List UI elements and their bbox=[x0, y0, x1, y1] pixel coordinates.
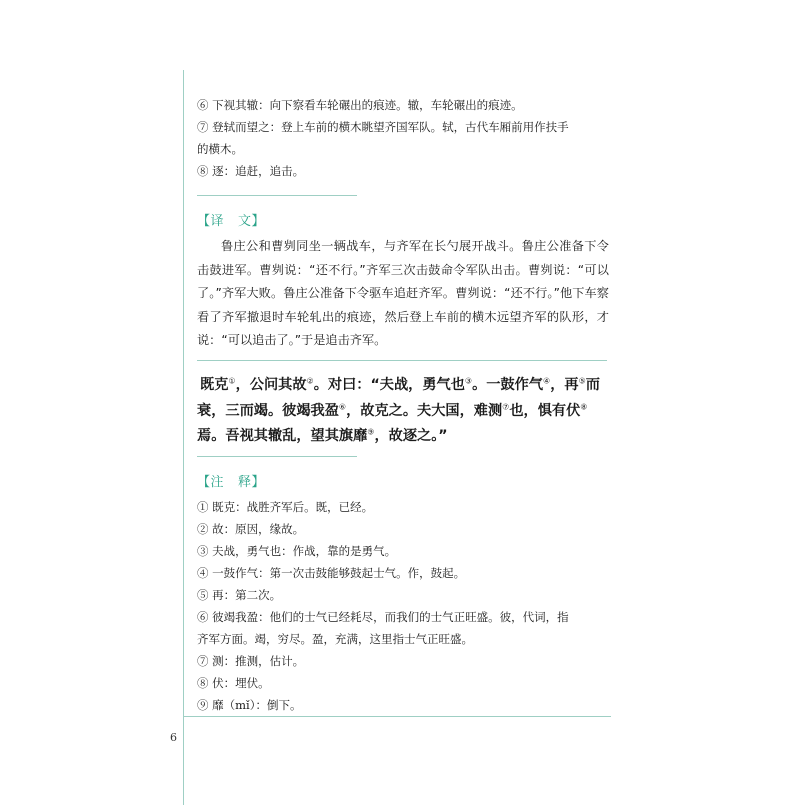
note-continuation: 的横木。 bbox=[197, 142, 243, 156]
heading-close: 文】 bbox=[238, 214, 266, 229]
note-item: ⑤ 再：第二次。 bbox=[197, 588, 282, 602]
page-number: 6 bbox=[170, 731, 177, 744]
section-divider bbox=[197, 456, 357, 457]
original-segment: 也，惧有伏 bbox=[509, 402, 581, 419]
note-marker: ④ bbox=[543, 376, 551, 386]
original-segment: 而衰，三而竭。彼竭我盈 bbox=[197, 377, 600, 419]
note-item: ⑦ 测：推测，估计。 bbox=[197, 654, 305, 668]
note-item: ⑧ 逐：追赶，追击。 bbox=[197, 164, 305, 178]
note-item: ④ 一鼓作气：第一次击鼓能够鼓起士气。作，鼓起。 bbox=[197, 566, 466, 580]
heading-open: 【译 bbox=[197, 214, 225, 229]
section-divider bbox=[197, 195, 357, 196]
note-item bbox=[197, 116, 609, 160]
translation-text: 鲁庄公和曹刿同坐一辆战车，与齐军在长勺展开战斗。鲁庄公准备下令击鼓进军。曹刿说：“还不行。”齐军三次击鼓命令军队出击。曹刿说：“可以了。”齐军大败。鲁庄公准备下令驱车追赶齐军。曹刿说：“还不行。”他下车察看了齐军撤退时车轮轧出的痕迹，然后登上车前的横木远望齐军的队形，才说：“可以追击了。”于是追击齐军。 bbox=[197, 239, 609, 347]
original-segment: 焉。吾视其辙乱，望其旗靡 bbox=[197, 428, 368, 444]
note-marker: ⑧ bbox=[580, 401, 588, 411]
margin-line bbox=[183, 70, 184, 805]
note-item: ② 故：原因，缘故。 bbox=[197, 522, 305, 536]
notes-top bbox=[197, 94, 609, 182]
note-marker: ⑤ bbox=[578, 376, 586, 386]
note-continuation: 齐军方面。竭，穷尽。盈，充满，这里指士气正旺盛。 bbox=[197, 632, 473, 646]
original-segment: ，故克之。夫大国，难测 bbox=[346, 402, 503, 419]
original-segment: ，故逐之。” bbox=[374, 428, 448, 444]
note-item: ① 既克：战胜齐军后。既，已经。 bbox=[197, 500, 374, 514]
note-marker: ⑨ bbox=[367, 427, 375, 437]
heading-close: 释】 bbox=[238, 475, 266, 490]
note-item: ⑧ 伏：埋伏。 bbox=[197, 676, 270, 690]
original-segment: 。一鼓作气 bbox=[472, 377, 544, 393]
bottom-rule bbox=[183, 716, 611, 717]
note-marker: ⑥ bbox=[338, 401, 347, 411]
original-text bbox=[197, 373, 611, 450]
note-marker: ③ bbox=[464, 376, 473, 386]
note-item: ⑥ 下视其辙：向下察看车轮碾出的痕迹。辙，车轮碾出的痕迹。 bbox=[197, 98, 523, 112]
note-text: ⑦ 登轼而望之：登上车前的横木眺望齐国军队。轼，古代车厢前用作扶手 bbox=[197, 120, 569, 134]
original-segment: 既克 bbox=[200, 377, 229, 393]
note-marker: ① bbox=[228, 376, 236, 386]
full-divider bbox=[197, 360, 607, 361]
original-segment: ，公问其故 bbox=[235, 377, 307, 393]
translation-heading bbox=[197, 210, 265, 229]
note-marker: ⑦ bbox=[502, 401, 510, 411]
heading-open: 【注 bbox=[197, 475, 225, 490]
note-item bbox=[197, 606, 609, 650]
notes-bottom bbox=[197, 496, 609, 716]
note-item: ③ 夫战，勇气也：作战，靠的是勇气。 bbox=[197, 544, 397, 558]
note-text: ⑥ 彼竭我盈：他们的士气已经耗尽，而我们的士气正旺盛。彼，代词，指 bbox=[197, 610, 569, 624]
note-marker: ② bbox=[306, 376, 314, 386]
notes-heading bbox=[197, 471, 265, 490]
original-segment: 。对曰：“夫战，勇气也 bbox=[313, 377, 465, 393]
original-segment: ，再 bbox=[550, 377, 579, 393]
note-item: ⑨ 靡（mǐ）：倒下。 bbox=[197, 698, 302, 712]
